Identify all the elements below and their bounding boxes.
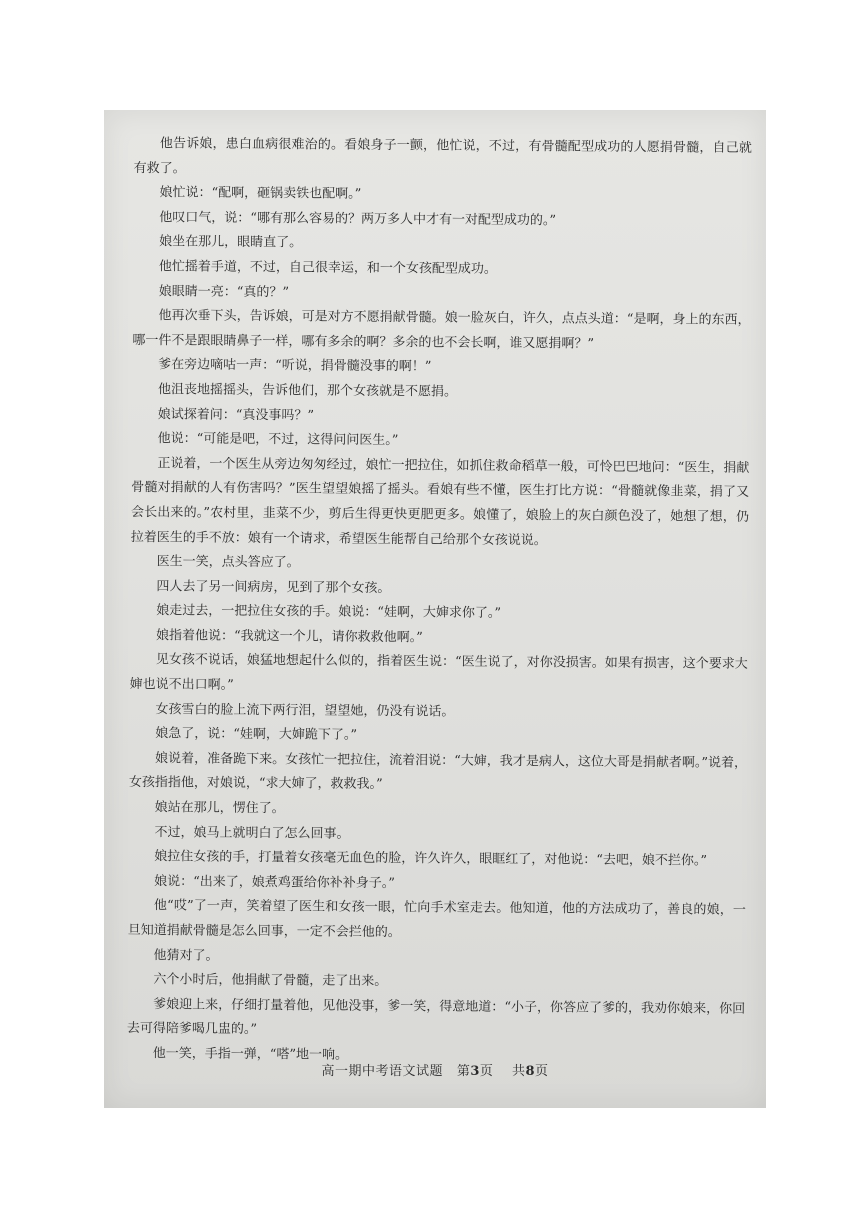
page-indicator: 第3页 xyxy=(456,1064,494,1079)
scanned-page xyxy=(104,110,766,1108)
paragraph: 正说着，一个医生从旁边匆匆经过，娘忙一把拉住，如抓住救命稻草一般，可怜巴巴地问：“医生，捐献骨髓对捐献的人有伤害吗？”医生望望娘摇了摇头。看娘有些不懂，医生打比方说：“骨髓就像韭菜，捐了又会长出来的。”农村里，韭菜不少，剪后生得更快更肥更多。娘懂了，娘脸上的灰白颜色没了，她想了想，仍拉着医生的手不放：娘有一个请求，希望医生能帮自己给那个女孩说说。 xyxy=(130,455,750,548)
paragraph: 他“哎”了一声，笑着望了医生和女孩一眼，忙向手术室走去。他知道，他的方法成功了，善良的娘，一旦知道捐献骨髓是怎么回事，一定不会拦他的。 xyxy=(127,898,746,941)
exam-title: 高一期中考语文试题 xyxy=(321,1064,443,1079)
paragraph: 不过，娘马上就明白了怎么回事。 xyxy=(154,824,350,842)
paragraph: 他忙摇着手道，不过，自己很幸运，和一个女孩配型成功。 xyxy=(158,259,498,277)
page-footer xyxy=(104,1060,766,1079)
paragraph: 娘说：“出来了，娘煮鸡蛋给你补补身子。” xyxy=(154,873,395,891)
paragraph: 他再次垂下头，告诉娘，可是对方不愿捐献骨髓。娘一脸灰白，许久，点点头道：“是啊，身上的东西，哪一件不是跟眼睛鼻子一样，哪有多余的啊？多余的也不会长啊，谁又愿捐啊？” xyxy=(132,308,751,352)
paragraph: 娘说着，准备跪下来。女孩忙一把拉住，流着泪说：“大婶，我才是病人，这位大哥是捐献者啊。”说着，女孩指指他，对娘说，“求大婶了，救救我。” xyxy=(128,751,748,793)
paragraph: 娘拉住女孩的手，打量着女孩毫无血色的脸，许久许久，眼眶红了，对他说：“去吧，娘不拦你。” xyxy=(154,849,708,869)
paragraph: 娘试探着问：“真没事吗？” xyxy=(157,406,315,423)
paragraph: 他沮丧地摇摇头，告诉他们，那个女孩就是不愿捐。 xyxy=(157,382,458,400)
paragraph: 娘走过去，一把拉住女孩的手。娘说：“娃啊，大婶求你了。” xyxy=(156,603,502,622)
paragraph: 医生一笑，点头答应了。 xyxy=(156,554,300,571)
paragraph: 六个小时后，他捐献了骨髓，走了出来。 xyxy=(153,972,388,990)
paragraph: 他一笑，手指一弹，“嗒”地一响。 xyxy=(152,1046,349,1063)
paragraph: 爹娘迎上来，仔细打量着他，见他没事，爹一笑，得意地道：“小子，你答应了爹的，我劝你娘来，你回去可得陪爹喝几盅的。” xyxy=(126,996,746,1038)
paragraph: 他告诉娘，患白血病很难治的。看娘身子一颤，他忙说，不过，有骨髓配型成功的人愿捐骨髓，自己就有救了。 xyxy=(133,136,752,177)
total-pages-indicator: 共8页 xyxy=(511,1064,549,1079)
paragraph: 娘坐在那儿，眼睛直了。 xyxy=(159,234,303,251)
paragraph: 娘站在那儿，愣住了。 xyxy=(154,800,285,817)
paragraph: 四人去了另一间病房，见到了那个女孩。 xyxy=(156,578,391,596)
paragraph: 他叹口气，说：“哪有那么容易的？两万多人中才有一对配型成功的。” xyxy=(159,209,557,229)
paragraph: 娘急了，说：“娃啊，大婶跪下了。” xyxy=(155,726,358,744)
paragraph: 他猜对了。 xyxy=(153,947,219,964)
paragraph: 爹在旁边嘀咕一声：“听说，捐骨髓没事的啊！” xyxy=(158,357,432,375)
paragraph: 他说：“可能是吧，不过，这得问问医生。” xyxy=(157,431,399,449)
paragraph: 娘眼睛一亮：“真的？” xyxy=(158,283,290,300)
paragraph: 见女孩不说话，娘猛地想起什么似的，指着医生说：“医生说了，对你没损害。如果有损害，这个要求大婶也说不出口啊。” xyxy=(129,652,748,693)
passage-text xyxy=(127,132,752,1071)
paragraph: 娘忙说：“配啊，砸锅卖铁也配啊。” xyxy=(159,185,362,202)
paragraph: 女孩雪白的脸上流下两行泪，望望她，仍没有说话。 xyxy=(155,701,455,720)
paragraph: 娘指着他说：“我就这一个儿，请你救救他啊。” xyxy=(155,628,423,646)
